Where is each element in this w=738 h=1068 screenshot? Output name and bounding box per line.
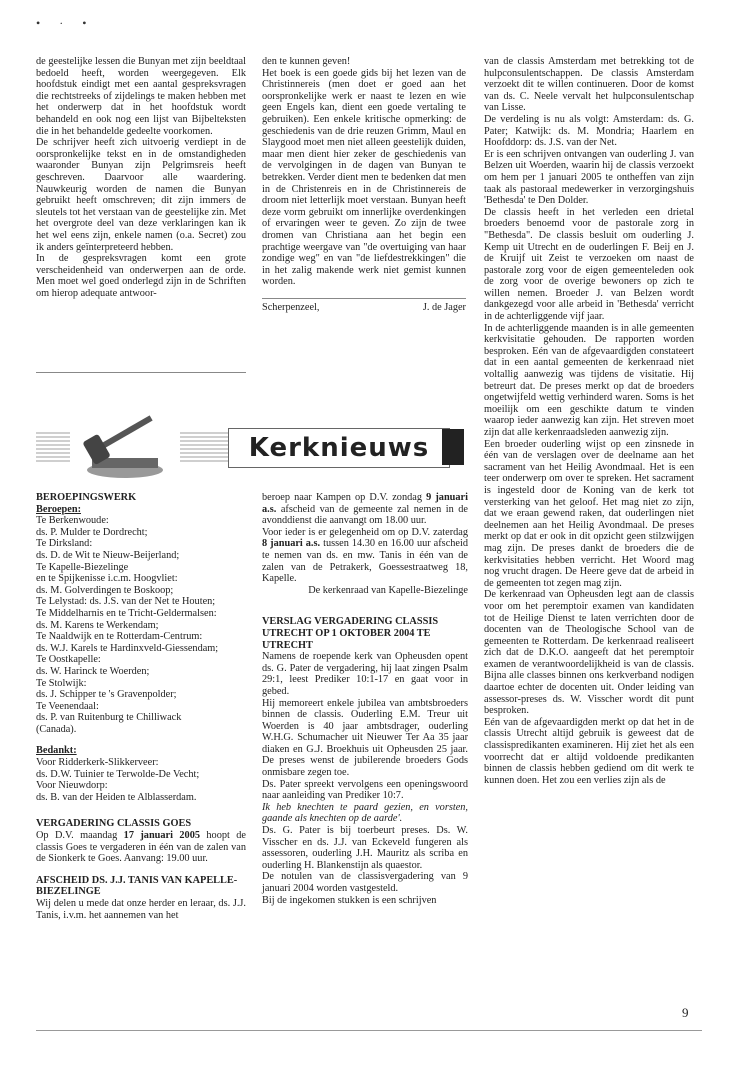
paragraph: Een broeder ouderling wijst op een zinsnede in één van de verslagen over de deelname aan het sacrament van het Heilig Avondmaal. Het is een teer onderwerp om over te spreken. Het sacrament is ingesteld door de Koning van de kerk tot versterking van het geloof. Het mag niet zo zijn, dat we eraan gewend raken, dat ouderlingen niet deelnemen aan het Heilig Avondmaal. De preses merkt op dat er ook in dit opzicht geen stilzwijgen mag zijn. De preses dankt de broeders die de kerkvisitaties hebben verricht. Het Woord mag nog vrucht dragen. De Heere geve dat de arbeid in de gemeenten tot zegen mag zijn. [484,438,694,589]
list-item: Te Naaldwijk en te Rotterdam-Centrum: [36,631,203,643]
list-item: Voor Ridderkerk-Slikkerveer: [36,757,159,769]
list-item: Te Kapelle-Biezelinge [36,561,129,573]
paragraph: Eén van de afgevaardigden merkt op dat het in de classis Utrecht altijd gebruik is geweest dat de classispredikanten examineren. Hij ziet het als een voorrecht dat er altijd voldoende predikanten binnen de classis hebben gediend om dit werk te kunnen doen. Het zou een verlies zijn als de [484,716,694,786]
list-item: Voor Nieuwdorp: [36,780,108,792]
column-1-bottom [36,492,246,921]
list-item: ds. M. Karens te Werkendam; [36,619,159,631]
list-item: ds. P. Mulder te Dordrecht; [36,526,148,538]
tanis-continued [262,492,468,527]
list-item: (Canada). [36,723,77,735]
list-item: Te Stolwijk: [36,677,87,689]
paragraph: Ds. G. Pater is bij toerbeurt preses. Ds. W. Visscher en ds. J.J. van Eckeveld fungeren als assessoren, ouderling J.H. Mauritz als scriba en ouderling H. Blankenstijn als quaestor. [262,825,468,871]
paragraph: De notulen van de classisvergadering van 9 januari 2004 worden vastgesteld. [262,871,468,894]
list-item: Te Oostkapelle: [36,654,101,666]
column-1-top [36,56,246,299]
list-item: ds. M. Golverdingen te Boskoop; [36,584,174,596]
goes-text-pre: Op D.V. maandag [36,830,124,842]
tanis-a-post: afscheid van de gemeente zal nemen in de avonddienst die aanvangt om 18.00 uur. [262,503,468,527]
beroepen-label: Beroepen: [36,503,81,515]
list-item: ds. D. de Wit te Nieuw-Beijerland; [36,549,180,561]
bedankt-label: Bedankt: [36,745,77,757]
paragraph: Namens de roepende kerk van Opheusden opent ds. G. Pater de vergadering, hij laat zingen Psalm 29:1, leest Prediker 10:1-17 en gaat voor in gebed. [262,651,468,697]
paragraph: In de gespreksvragen komt een grote verscheidenheid van onderwerpen aan de orde. Men moet wel goed onderlegd zijn in de Schriften om hierop adequate antwoor- [36,253,246,299]
tanis-text: Wij delen u mede dat onze herder en leraar, ds. J.J. Tanis, i.v.m. het aannemen van het [36,898,246,921]
list-item: ds. W. Harinck te Woerden; [36,665,150,677]
list-item: Te Berkenwoude: [36,515,109,527]
banner-block [442,429,464,465]
list-item: ds. B. van der Heiden te Alblasserdam. [36,791,197,803]
paragraph: Hij memoreert enkele jubilea van ambtsbroeders binnen de classis. Ouderling E.M. Treur uit Woerden is 40 jaar ambtsdrager, ouderling W.H.G. Schumacher uit Nieuwer Ter Aa 35 jaar diaken en G.J. Broekhuis uit Opheusden 25 jaar. De preses wenst de jubilerende broeders Gods onmisbare zegen toe. [262,697,468,779]
list-item: Te Middelharnis en te Tricht-Geldermalsen: [36,607,217,619]
goes-text [36,830,246,865]
tanis-a-date: 9 januari a.s. [262,492,468,515]
paragraph: Er is een schrijven ontvangen van ouderling J. van Belzen uit Woerden, waarin hij de classis verzoekt om hem per 1 januari 2005 te ontheffen van zijn taak als pastoraal medewerker in verzorgingshuis 'Bethesda' te Den Dolder. [484,148,694,207]
column-3 [484,56,694,786]
verslag-heading: VERSLAG VERGADERING CLASSIS UTRECHT OP 1 OKTOBER 2004 TE UTRECHT [262,616,439,651]
list-item: Te Lelystad: ds. J.S. van der Net te Houten; [36,596,216,608]
list-item: en te Spijkenisse i.c.m. Hoogvliet: [36,573,178,585]
column-2-bottom [262,492,468,906]
goes-text-post: hoopt de classis Goes te vergaderen in één van de zalen van de Sionkerk te Goes. Aanvang: 19.00 uur. [36,830,246,865]
gavel-icon [70,414,180,480]
header-marks: • · • [36,16,95,30]
column-1-bottom-rule [36,372,246,373]
quote: Ik heb knechten te paard gezien, en vorsten, gaande als knechten op de aarde'. [262,801,468,825]
tanis-b-date: 8 januari a.s. [262,538,321,550]
goes-date: 17 januari 2005 [123,830,200,842]
tanis-heading: AFSCHEID DS. J.J. TANIS VAN KAPELLE-BIEZELINGE [36,874,238,898]
paragraph: van de classis Amsterdam met betrekking tot de hulpconsulentschappen. De classis Amsterdam verzoekt dit te willen continueren. Door de komst van ds. C. Neele vervalt het hulpconsulentschap van Lisse. [484,56,694,114]
tanis-visit [262,527,468,585]
paragraph: de geestelijke lessen die Bunyan met zijn beeldtaal bedoeld heeft, worden weergegeven. Elk hoofdstuk eindigt met een aantal gespreksvragen die rechtstreeks of zijdelings te maken hebben met het onderwerp dat in het hoofdstuk wordt behandeld en ook nog een lijst van Bijbelteksten die in het behandelde gedeelte voorkomen. [36,56,246,137]
paragraph: den te kunnen geven! [262,56,351,67]
page-number: 9 [682,1005,689,1020]
paragraph: Bij de ingekomen stukken is een schrijven [262,894,437,906]
goes-heading: VERGADERING CLASSIS GOES [36,818,192,830]
tanis-b-pre: Voor ieder is er gelegenheid om op D.V. zaterdag [262,526,468,538]
signoff-place: Scherpenzeel, [262,301,320,313]
list-item: ds. W.J. Karels te Hardinxveld-Giessendam; [36,642,219,654]
list-item: Te Veenendaal: [36,700,99,712]
signoff-author: J. de Jager [422,301,466,313]
banner-title: Kerknieuws [228,428,450,468]
tanis-a-pre: beroep naar Kampen op D.V. zondag [262,492,427,503]
beroepingswerk-heading: BEROEPINGSWERK [36,492,137,503]
list-item: ds. P. van Ruitenburg te Chilliwack [36,712,182,724]
tanis-sign: De kerkenraad van Kapelle-Biezelinge [308,584,468,596]
paragraph: Ds. Pater spreekt vervolgens een openingswoord naar aanleiding van Prediker 10:7. [262,778,468,802]
kerknieuws-banner [36,412,464,482]
paragraph: De kerkenraad van Opheusden legt aan de classis voor om het peremptoir examen van kandidaten tot de Heilige Dienst te laten verrichten door de docenten van de Theologische School van de gemeenten te Rotterdam. De kerkenraad realiseert zich dat de D.K.O. aangeeft dat het peremptoir examen de verantwoordelijkheid is van de classis. Bijna alle classes binnen ons kerkverband nodigen daartoe echter de docenten uit. Onder leiding van assessor-preses ds. W. Visscher wordt dit punt besproken. [484,589,694,717]
signoff [262,298,466,314]
paragraph: De classis heeft in het verleden een drietal broeders benoemd voor de pastorale zorg in "Bethesda". De classis besluit om ouderling J. Kemp uit Utrecht en de ouderlingen F. Beij en J. de Kruijf uit Zeist te verzoeken om naast de pastorale zorg voor de eigen gemeenteleden ook de zorg voor de overige bewoners op zich te willen nemen. Broeder J. van Belzen wordt dankgezegd voor alle arbeid in 'Bethesda' verricht in de achterliggende vijf jaar. [484,206,694,323]
paragraph: De schrijver heeft zich uitvoerig verdiept in de oorspronkelijke tekst en in de omstandigheden waaronder Bunyan zijn Pelgrimsreis heeft geschreven. Daarvoor alle waardering. Nauwkeurig worden de namen die Bunyan gebruikt heeft omschreven; dit zijn immers de sleutels tot het verstaan van de geestelijke zin. Met het overgrote deel van deze verklaringen kan ik het wel eens zijn, enkele namen (o.a. Secret) zou ik anders geïnterpreteerd hebben. [36,137,246,253]
paragraph: De verdeling is nu als volgt: Amsterdam: ds. G. Pater; Katwijk: ds. M. Mondria; Haarlem en Hoofddorp: ds. J.S. van der Net. [484,113,694,149]
list-item: ds. J. Schipper te 's Gravenpolder; [36,689,177,701]
paragraph: Het boek is een goede gids bij het lezen van de Christinnereis (men doet er goed aan het oorspronkelijke werk er naast te lezen en wie geen Engels kan, dient een goede vertaling te gebruiken). Een enkele kritische opmerking: de geschiedenis van de drie reuzen Grimm, Maul en Slaygood moet men niet alleen geestelijk duiden, maar men dient hier zeker de geschiedenis van de vervolgingen in de dagen van Bunyan te betrekken. Verder dient men te bedenken dat men in de Christenreis en in de Christinnereis de droom niet letterlijk moet verstaan. Bunyan heeft deze vorm gebruikt om innerlijke overdenkingen of ervaringen weer te geven. Zo zijn de twee dromen van Christiana aan het begin een prachtige weergave van "de overtuiging van haar zondige weg" en van "de liefdestrekkingen" die in het zalig makende werk niet gemist kunnen worden. [262,67,466,288]
bottom-rule [36,1030,702,1031]
column-2-top [262,56,466,313]
paragraph: In de achterliggende maanden is in alle gemeenten kerkvisitatie gehouden. De rapporten worden besproken. Eén van de afgevaardigden constateert dat in een aantal gemeenten de kerkenraad niet voltallig aanwezig was tijdens de visitatie. Hij betreurt dat. De preses merkt op dat de broeders ongetwijfeld wettig verhinderd waren. Soms is het moeilijk om een geschikte datum te vinden waarop ieder aanwezig kan zijn. Het streven moet zijn dat alle kerkenraadsleden aanwezig zijn. [484,322,694,438]
list-item: ds. D.W. Tuinier te Terwolde-De Vecht; [36,768,200,780]
tanis-b-post: tussen 14.30 en 16.00 uur afscheid te nemen van ds. en mw. Tanis in één van de zalen van de Petrakerk, Goessestraatweg 18, Kapelle. [262,538,468,585]
list-item: Te Dirksland: [36,538,93,550]
